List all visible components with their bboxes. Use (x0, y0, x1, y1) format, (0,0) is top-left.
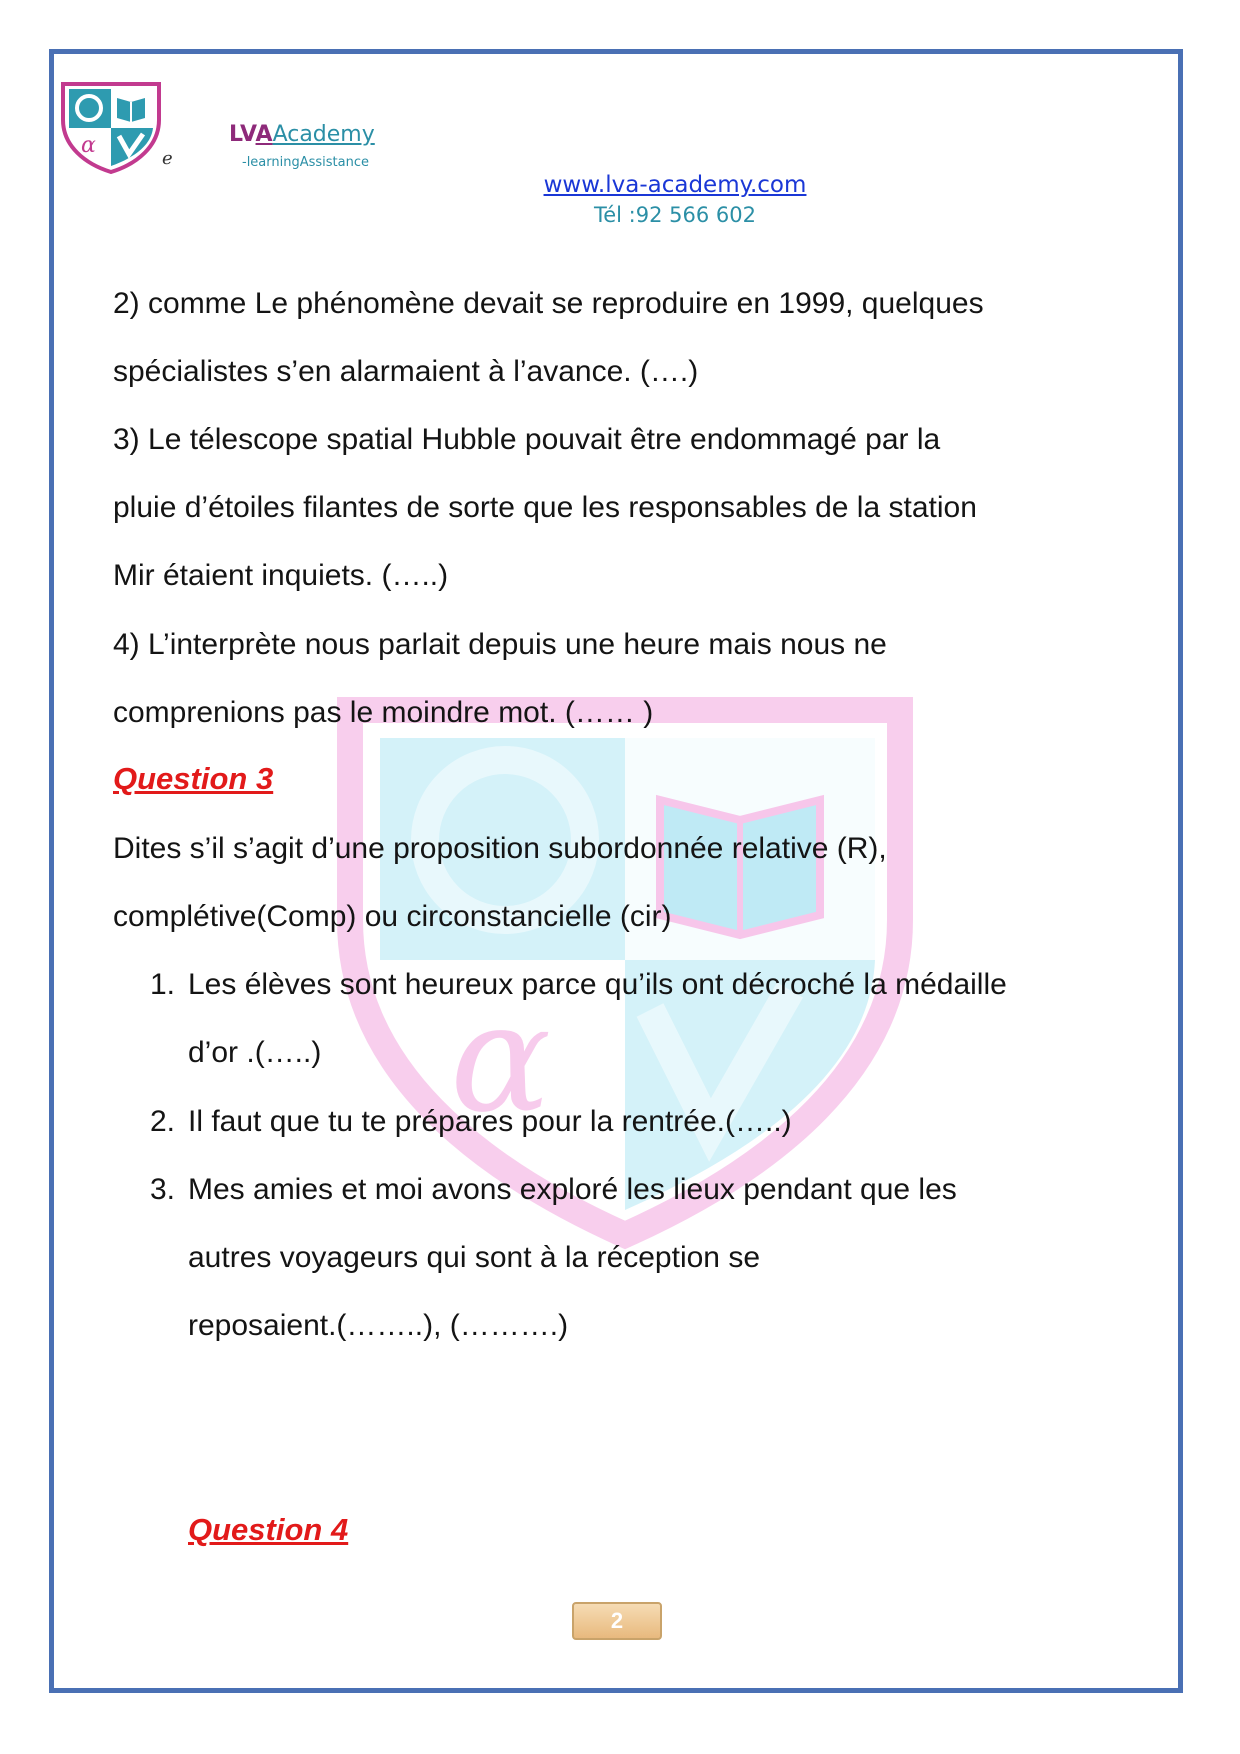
list-item-3-line-2: autres voyageurs qui sont à la réception se (188, 1241, 761, 1274)
text-line-2: spécialistes s’en alarmaient à l’avance. (….) (113, 355, 699, 388)
svg-text:α: α (450, 972, 552, 1146)
lva-logo-icon (57, 80, 165, 174)
page-number-badge: 2 (572, 1602, 662, 1640)
question-3-heading: Question 3 (113, 761, 274, 796)
list-item-3-line-3: reposaient.(……..), (……….) (188, 1309, 569, 1342)
question-4-heading: Question 4 (188, 1512, 349, 1547)
question-3-instruction-2: complétive(Comp) ou circonstancielle (cir) (113, 900, 672, 933)
list-item-number-1: 1. (150, 968, 176, 1001)
text-line-7: comprenions pas le moindre mot. (…… ) (113, 696, 654, 729)
question-3-instruction-1: Dites s’il s’agit d’une proposition subordonnée relative (R), (113, 832, 887, 865)
text-line-3: 3) Le télescope spatial Hubble pouvait être endommagé par la (113, 423, 941, 456)
list-item-number-3: 3. (150, 1173, 176, 1206)
svg-text:α: α (81, 133, 96, 158)
brand-tagline: -learningAssistance (242, 155, 369, 170)
list-item-2-line-1: Il faut que tu te prépares pour la rentrée.(…..) (188, 1105, 792, 1138)
text-line-6: 4) L’interprète nous parlait depuis une heure mais nous ne (113, 628, 887, 661)
website-text[interactable]: www.lva-academy.com (543, 172, 807, 198)
brand-va: A (255, 122, 273, 147)
list-item-3-line-1: Mes amies et moi avons exploré les lieux pendant que les (188, 1173, 957, 1206)
list-item-1-line-1: Les élèves sont heureux parce qu’ils ont décroché la médaille (188, 968, 1007, 1001)
list-item-1-line-2: d’or .(…..) (188, 1036, 322, 1069)
text-line-4: pluie d’étoiles filantes de sorte que les responsables de la station (113, 491, 977, 524)
text-line-5: Mir étaient inquiets. (…..) (113, 559, 449, 592)
brand-lv: LV (229, 122, 256, 147)
list-item-number-2: 2. (150, 1105, 176, 1138)
logo-letter: e (162, 148, 173, 169)
text-line-1: 2) comme Le phénomène devait se reproduire en 1999, quelques (113, 287, 984, 320)
website-link[interactable] (0, 172, 1240, 198)
brand-name (229, 121, 375, 149)
phone-number: Tél :92 566 602 (593, 203, 756, 227)
brand-academy: Academy (272, 122, 375, 147)
